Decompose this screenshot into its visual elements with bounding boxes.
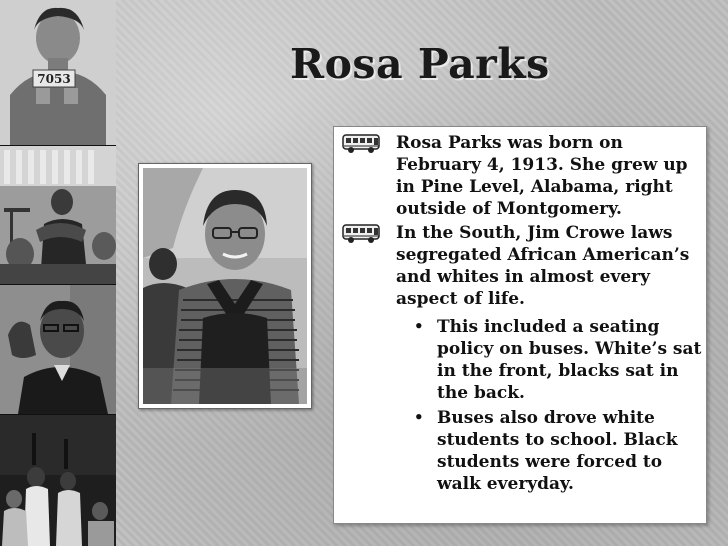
sub-bullet-marker: • bbox=[414, 317, 424, 335]
photo-strip bbox=[0, 0, 116, 546]
olympic-podium-photo bbox=[0, 415, 116, 546]
bus-icon bbox=[342, 133, 382, 155]
slide-title: Rosa Parks bbox=[290, 40, 550, 88]
bullet-jim-crow: In the South, Jim Crowe laws segregated African American’s and whites in almost every aspect of life. bbox=[396, 223, 690, 309]
sub-bullet-school-buses: Buses also drove white students to school. Black students were forced to walk everyday. bbox=[437, 408, 678, 494]
main-photo bbox=[138, 163, 312, 409]
mugshot-photo bbox=[0, 0, 116, 145]
mugshot-placard-number: 7053 bbox=[37, 72, 71, 86]
bullet-birth: Rosa Parks was born on February 4, 1913. She grew up in Pine Level, Alabama, right outside of Montgomery. bbox=[396, 133, 688, 219]
sub-bullet-marker: • bbox=[414, 408, 424, 426]
bus-icon bbox=[342, 223, 382, 245]
sub-bullet-seating: This included a seating policy on buses. White’s sat in the front, blacks sat in the back. bbox=[437, 317, 702, 403]
portrait-photo bbox=[0, 285, 116, 414]
speech-crowd-photo bbox=[0, 146, 116, 284]
content-box bbox=[333, 126, 707, 524]
